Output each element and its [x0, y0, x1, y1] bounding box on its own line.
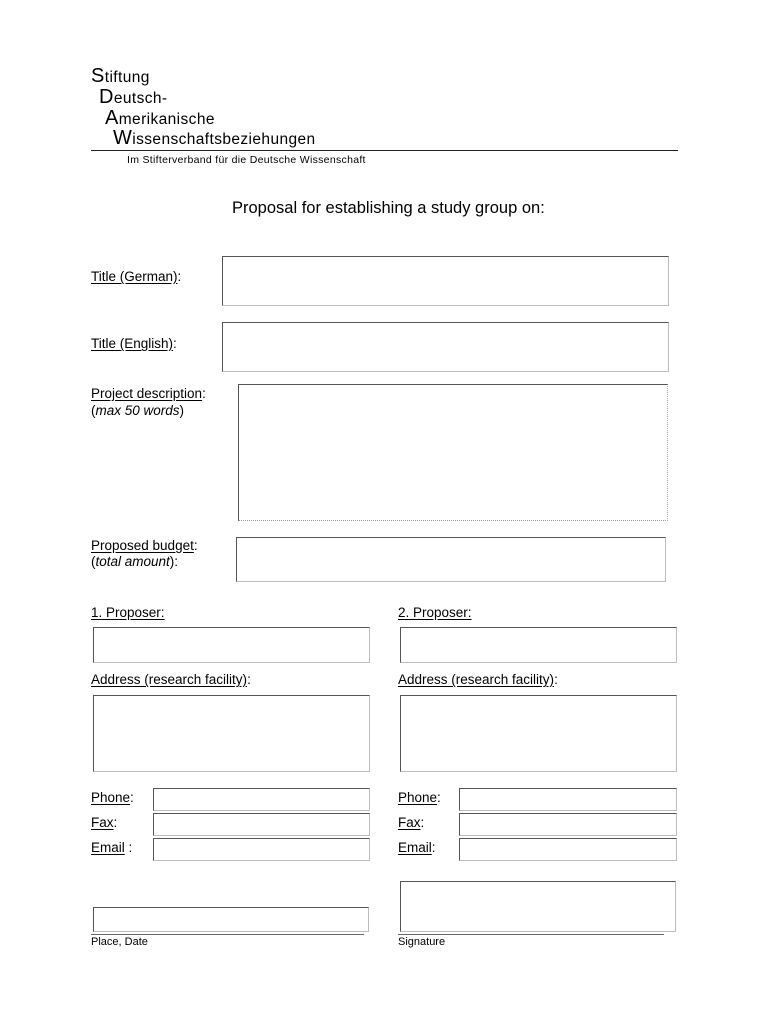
- label-colon: :: [193, 538, 198, 553]
- proposer2-email-field[interactable]: [459, 838, 677, 861]
- label-colon: :: [247, 672, 251, 687]
- proposer1-address-label-text: Address (research facility): [91, 672, 248, 687]
- proposer1-fax-label-text: Fax: [91, 815, 114, 830]
- proposer2-fax-label-text: Fax: [398, 815, 421, 830]
- proposer1-fax-label: [91, 814, 117, 831]
- proposed-budget-label-text: Proposed budget: [91, 538, 194, 553]
- label-colon: :: [173, 336, 177, 351]
- proposer1-address-field[interactable]: [93, 695, 370, 772]
- place-date-line: [91, 934, 364, 935]
- logo-initial: S: [91, 65, 105, 87]
- proposer1-heading: [91, 604, 165, 621]
- label-colon: :: [202, 386, 206, 401]
- proposer1-heading-text: 1. Proposer:: [91, 605, 165, 620]
- proposer2-fax-field[interactable]: [459, 813, 677, 836]
- proposer1-phone-label-text: Phone: [91, 790, 131, 805]
- header-rule: [91, 150, 678, 151]
- note-paren-open: (: [91, 403, 96, 418]
- logo-initial: D: [99, 86, 114, 108]
- logo-text: eutsch-: [113, 90, 168, 107]
- project-description-note-text: max 50 words: [95, 403, 180, 418]
- signature-caption: Signature: [398, 936, 446, 948]
- proposed-budget-field[interactable]: [236, 537, 666, 582]
- label-colon: :: [431, 840, 436, 855]
- page-title: Proposal for establishing a study group on:: [232, 199, 545, 217]
- label-colon: :: [177, 269, 182, 284]
- note-paren-close: ):: [169, 554, 179, 569]
- proposer2-address-label-text: Address (research facility): [398, 672, 555, 687]
- proposer2-name-field[interactable]: [400, 627, 677, 663]
- proposer2-phone-label: [398, 789, 441, 806]
- proposer1-fax-field[interactable]: [153, 813, 370, 836]
- project-description-field[interactable]: [238, 384, 668, 521]
- proposer1-address-label: [91, 671, 251, 688]
- proposer2-email-label-text: Email: [398, 840, 432, 855]
- note-paren-open: (: [91, 554, 96, 569]
- logo-text: issenschaftsbeziehungen: [132, 131, 316, 148]
- title-english-field[interactable]: [222, 322, 669, 372]
- proposer2-phone-label-text: Phone: [398, 790, 438, 805]
- proposer1-email-field[interactable]: [153, 838, 370, 861]
- label-colon: :: [130, 790, 134, 805]
- logo-text: tiftung: [104, 69, 150, 86]
- logo-line-deutsch: [99, 87, 167, 107]
- label-colon: :: [124, 840, 133, 855]
- signature-field[interactable]: [400, 881, 676, 932]
- logo-text: merikanische: [118, 111, 215, 128]
- title-english-label-text: Title (English): [91, 336, 174, 351]
- logo-subtitle: Im Stifterverband für die Deutsche Wissenschaft: [127, 154, 366, 166]
- signature-line: [398, 934, 664, 935]
- proposer2-fax-label: [398, 814, 424, 831]
- logo-line-stiftung: [91, 66, 150, 86]
- label-colon: :: [437, 790, 441, 805]
- proposed-budget-label: [91, 537, 198, 554]
- project-description-note: [91, 402, 184, 419]
- title-german-label: [91, 268, 181, 285]
- project-description-label-text: Project description: [91, 386, 203, 401]
- proposed-budget-note: [91, 553, 178, 570]
- logo-line-wissenschaftsbeziehungen: [113, 128, 316, 148]
- proposer2-email-label: [398, 839, 436, 856]
- title-german-field[interactable]: [222, 256, 669, 306]
- title-german-label-text: Title (German): [91, 269, 178, 284]
- proposer2-address-label: [398, 671, 558, 688]
- proposer1-phone-label: [91, 789, 134, 806]
- place-date-field[interactable]: [93, 907, 369, 932]
- label-colon: :: [420, 815, 425, 830]
- proposer1-email-label: [91, 839, 132, 856]
- logo-initial: W: [113, 127, 133, 149]
- proposer1-email-label-text: Email: [91, 840, 125, 855]
- proposer2-phone-field[interactable]: [459, 788, 677, 811]
- proposer2-heading-text: 2. Proposer:: [398, 605, 472, 620]
- place-date-caption: Place, Date: [91, 936, 148, 948]
- note-paren-close: ): [179, 403, 185, 418]
- project-description-label: [91, 385, 206, 402]
- proposer1-phone-field[interactable]: [153, 788, 370, 811]
- label-colon: :: [554, 672, 558, 687]
- proposer1-name-field[interactable]: [93, 627, 370, 663]
- title-english-label: [91, 335, 177, 352]
- logo-initial: A: [105, 107, 119, 129]
- label-colon: :: [113, 815, 118, 830]
- proposed-budget-note-text: total amount: [95, 554, 170, 569]
- logo-line-amerikanische: [105, 108, 215, 128]
- proposer2-heading: [398, 604, 472, 621]
- proposer2-address-field[interactable]: [400, 695, 677, 772]
